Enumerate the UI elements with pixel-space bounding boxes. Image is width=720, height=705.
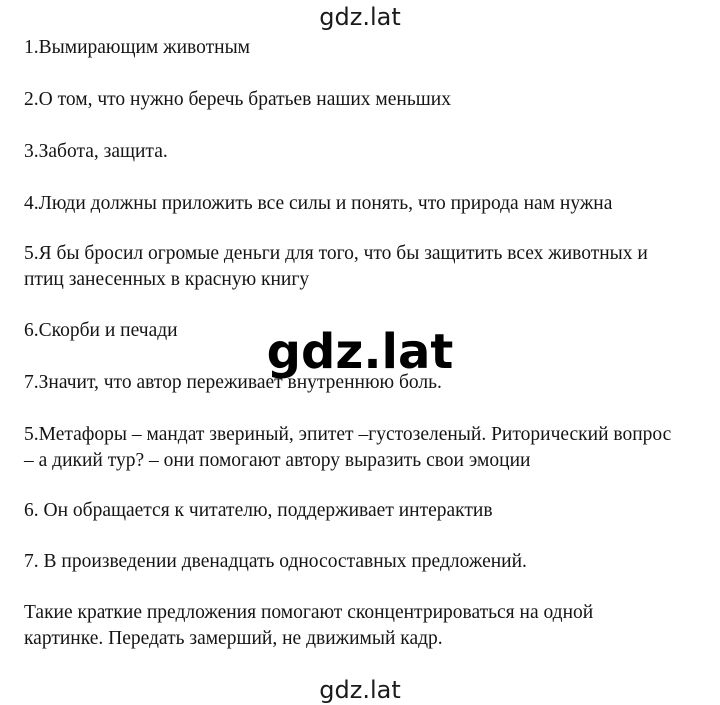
answer-line-8b: – а дикий тур? – они помогают автору выразить свои эмоции bbox=[24, 450, 531, 471]
answer-line-5a: 5.Я бы бросил огромые деньги для того, что бы защитить всех животных и bbox=[24, 243, 648, 264]
answer-line-11a: Такие краткие предложения помогают сконцентрироваться на одной bbox=[24, 602, 594, 623]
answer-line-4: 4.Люди должны приложить все силы и понять, что природа нам нужна bbox=[24, 193, 613, 214]
answer-line-5b: птиц занесенных в красную книгу bbox=[24, 269, 310, 290]
watermark-top: gdz.lat bbox=[319, 3, 401, 31]
answer-line-9: 6. Он обращается к читателю, поддерживает интерактив bbox=[24, 500, 493, 521]
answer-line-1: 1.Вымирающим животным bbox=[24, 37, 251, 58]
watermark-center: gdz.lat bbox=[266, 324, 454, 380]
answer-line-2: 2.О том, что нужно беречь братьев наших меньших bbox=[24, 89, 451, 110]
answer-line-10: 7. В произведении двенадцать односоставных предложений. bbox=[24, 551, 527, 572]
answer-line-6: 6.Скорби и печади bbox=[24, 320, 178, 341]
answer-line-8a: 5.Метафоры – мандат звериный, эпитет –густозеленый. Риторический вопрос bbox=[24, 424, 672, 445]
watermark-bottom: gdz.lat bbox=[319, 676, 401, 704]
answer-line-7: 7.Значит, что автор переживает внутреннюю боль. bbox=[24, 372, 442, 393]
answer-line-11b: картинке. Передать замерший, не движимый кадр. bbox=[24, 628, 443, 649]
answer-line-3: 3.Забота, защита. bbox=[24, 141, 168, 162]
